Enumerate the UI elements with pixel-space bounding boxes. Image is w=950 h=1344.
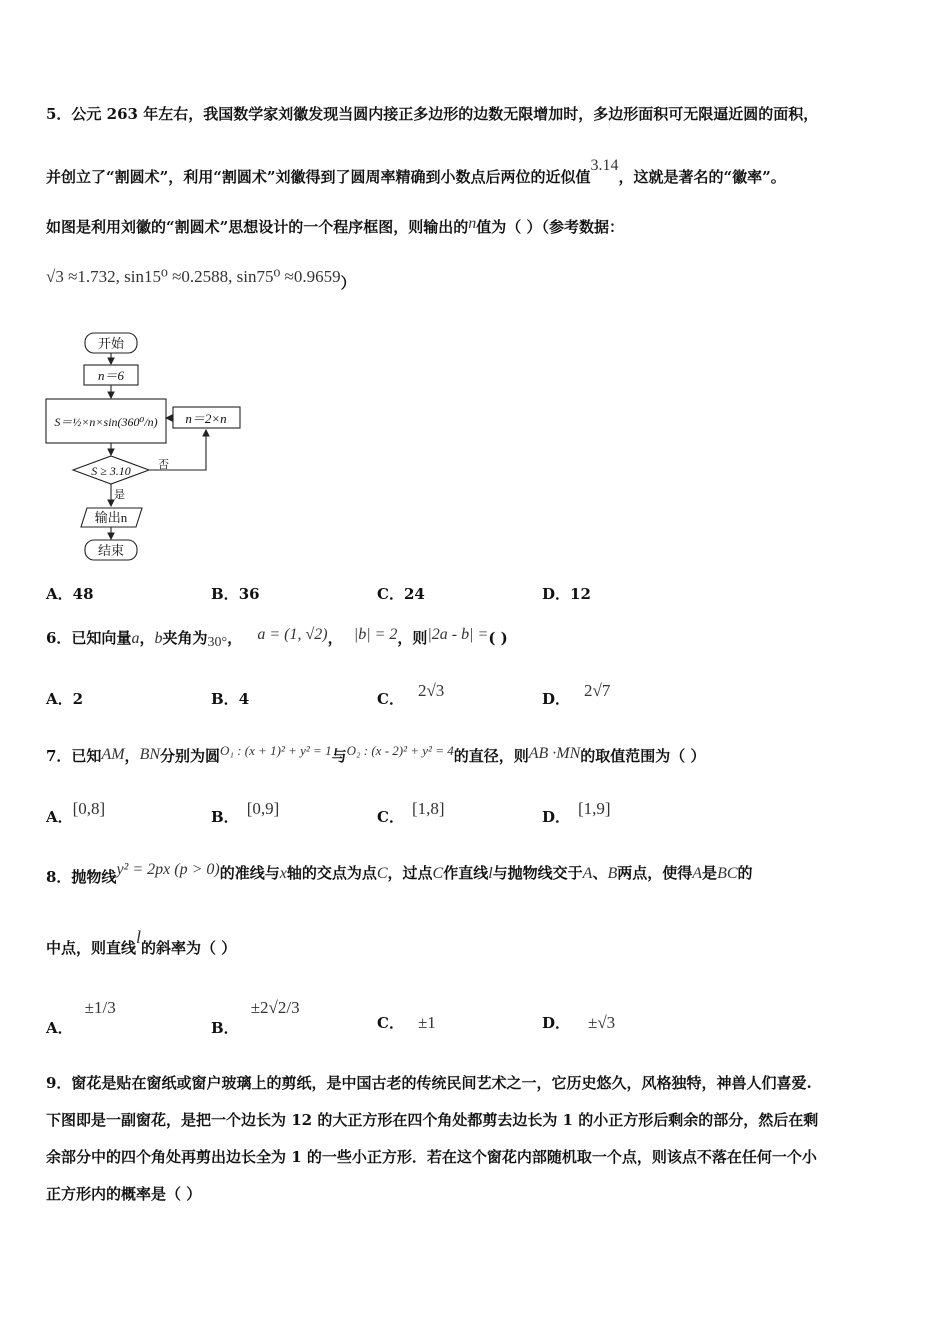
formula-label: S＝½×n×sin(360⁰/n) [54,415,158,429]
q7-suffix: 的取值范围为（ ） [580,747,706,765]
q5-line2 [46,157,786,187]
q6-prefix: 6．已知向量 [46,629,132,647]
q5-option-c[interactable] [377,583,425,604]
q7-mid2: 的直径，则 [453,747,529,765]
yes-label: 是 [114,489,125,501]
q8-line2-tail: 的斜率为（ ） [141,939,237,957]
angle-value: 30° [207,635,228,650]
option-value: 4 [238,690,250,708]
q7-prefix: 7．已知 [46,747,102,765]
q7-and: 与 [331,747,347,765]
end-label: 结束 [97,543,125,558]
point-c-2: C [432,865,444,882]
point-a-2: A [692,865,703,882]
output-label: 输出n [94,510,128,525]
q9-line3: 余部分中的四个角处再剪出边长全为 1 的一些小正方形．若在这个窗花内部随机取一个点，则该点不落在任何一个小 [46,1148,817,1166]
option-label: A． [46,690,73,708]
option-label: C． [377,1014,404,1032]
option-value: 2√7 [584,681,611,700]
q8-t2: 轴的交点为点 [286,864,377,882]
q6-option-d[interactable] [542,680,611,708]
var-n: n [468,215,477,232]
q8-t6: 两点，使得 [617,864,693,882]
line-l-2: l [136,927,142,947]
q8-line2-text: 中点，则直线 [46,939,137,957]
var-x: x [279,865,287,882]
q5-line2-text: 并创立了“割圆术”，利用“割圆术”刘徽得到了圆周率精确到小数点后两位的近似值 [46,168,591,186]
q6-stem: 6．已知向量a，b夹角为30°， a = (1, √2)， |b| = 2，则|2a - b| =( ) [46,626,508,650]
q9-line4: 正方形内的概率是（ ） [46,1185,202,1203]
option-value: 2 [72,690,84,708]
q5-option-b[interactable] [211,583,260,604]
q6-option-c[interactable] [377,680,445,708]
parabola-equation: y² = 2px (p > 0) [116,861,220,878]
option-label: A． [46,585,73,603]
option-value: ±1 [417,1013,436,1032]
option-label: C． [377,690,404,708]
q7-option-a[interactable] [46,798,106,826]
vector-b: b [154,630,163,647]
q8-prefix: 8．抛物线 [46,868,117,886]
q9-line2: 下图即是一副窗花，是把一个边长为 12 的大正方形在四个角处都剪去边长为 1 的小正方形后剩余的部分，然后在剩 [46,1111,819,1129]
q7-mid1: 分别为圆 [160,747,221,765]
option-value: ±√3 [588,1013,616,1032]
q8-t3: ，过点 [387,864,433,882]
q8-option-c[interactable] [377,1012,436,1033]
q7-option-d[interactable] [542,798,611,826]
init-label: n＝6 [97,368,125,383]
reference-close: ） [340,274,356,292]
option-value: [0,9] [246,799,280,818]
q5-line3-text: 如图是利用刘徽的“割圆术”思想设计的一个程序框图，则输出的 [46,218,469,236]
reference-values: √3 ≈1.732, sin15⁰ ≈0.2588, sin75⁰ ≈0.9659 [46,267,341,286]
q8-sep: 、 [592,864,608,882]
option-label: D． [542,690,571,708]
q6-expression: |2a - b| = [427,626,489,643]
vector-b-norm: |b| = 2 [353,626,398,643]
q5-line3 [46,216,624,237]
q6-paren: ( ) [488,629,508,647]
circle-o1-equation: O₁ : (x + 1)² + y² = 1 [220,743,332,758]
q8-stem-line1 [46,861,753,886]
option-label: D． [542,808,571,826]
segment-am: AM [101,746,125,763]
option-label: C． [377,808,404,826]
option-value: ±1/3 [84,998,116,1017]
line-l: l [488,865,493,882]
q8-t8: 的 [737,864,753,882]
q6-mid: 夹角为 [162,629,208,647]
option-value: 48 [72,585,94,603]
option-label: B． [211,585,239,603]
q8-t7: 是 [702,864,718,882]
q8-stem-line2 [46,927,237,958]
option-value: 36 [238,585,260,603]
pi-value: 3.14 [590,157,619,174]
q8-option-d[interactable] [542,1012,615,1033]
option-label: D． [542,1014,571,1032]
circle-o2-equation: O₂ : (x - 2)² + y² = 4 [346,743,454,758]
q7-stem: 7．已知AM，BN分别为圆O₁ : (x + 1)² + y² = 1与O₂ : (x - 2)² + y² = 4的直径，则AB ·MN的取值范围为（ ） [46,743,706,765]
segment-bn: BN [139,746,161,763]
q7-option-b[interactable] [211,798,280,826]
q5-reference-data [46,266,356,292]
q5-option-d[interactable] [542,583,591,604]
option-label: D． [542,585,571,603]
q5-line3-tail: 值为（ ）（参考数据： [476,218,624,236]
vector-a-value: a = (1, √2) [257,626,328,643]
q6-then: ，则 [397,629,428,647]
option-value: 12 [570,585,591,603]
q8-t5: 与抛物线交于 [492,864,583,882]
no-label: 否 [158,459,169,471]
option-label: C． [377,585,404,603]
flowchart [40,328,260,568]
point-b: B [607,865,618,882]
q8-option-a[interactable] [46,992,116,1037]
q7-option-c[interactable] [377,798,445,826]
vector-a: a [131,630,140,647]
q8-t1: 的准线与 [219,864,280,882]
q9-line1: 9．窗花是贴在窗纸或窗户玻璃上的剪纸，是中国古老的传统民间艺术之一，它历史悠久，风格独特，神兽人们喜爱. [46,1074,812,1092]
option-value: 24 [403,585,425,603]
option-value: [1,8] [411,799,445,818]
option-label: B． [211,808,239,826]
q8-t4: 作直线 [443,864,489,882]
q8-option-b[interactable] [211,992,300,1037]
option-value: ±2√2/3 [250,998,300,1017]
option-label: A． [46,808,73,826]
update-label: n＝2×n [185,411,227,426]
segment-bc: BC [717,865,738,882]
start-label: 开始 [97,336,125,351]
option-value: [1,9] [578,799,611,818]
dot-product-expression: AB ·MN [528,745,581,762]
condition-label: S ≥ 3.10 [91,464,131,478]
q6-option-b[interactable] [211,688,249,709]
option-value: 2√3 [417,681,445,700]
point-c: C [376,865,388,882]
q5-option-a[interactable] [46,583,94,604]
q5-line1: 5．公元 263 年左右，我国数学家刘徽发现当圆内接正多边形的边数无限增加时，多边形面积可无限逼近圆的面积， [46,105,819,123]
q6-option-a[interactable] [46,688,83,709]
option-label: B． [211,1019,239,1037]
option-value: [0,8] [72,799,106,818]
point-a: A [582,865,593,882]
option-label: A． [46,1019,73,1037]
q5-line2-tail: ，这就是著名的“徽率”。 [618,168,786,186]
option-label: B． [211,690,239,708]
